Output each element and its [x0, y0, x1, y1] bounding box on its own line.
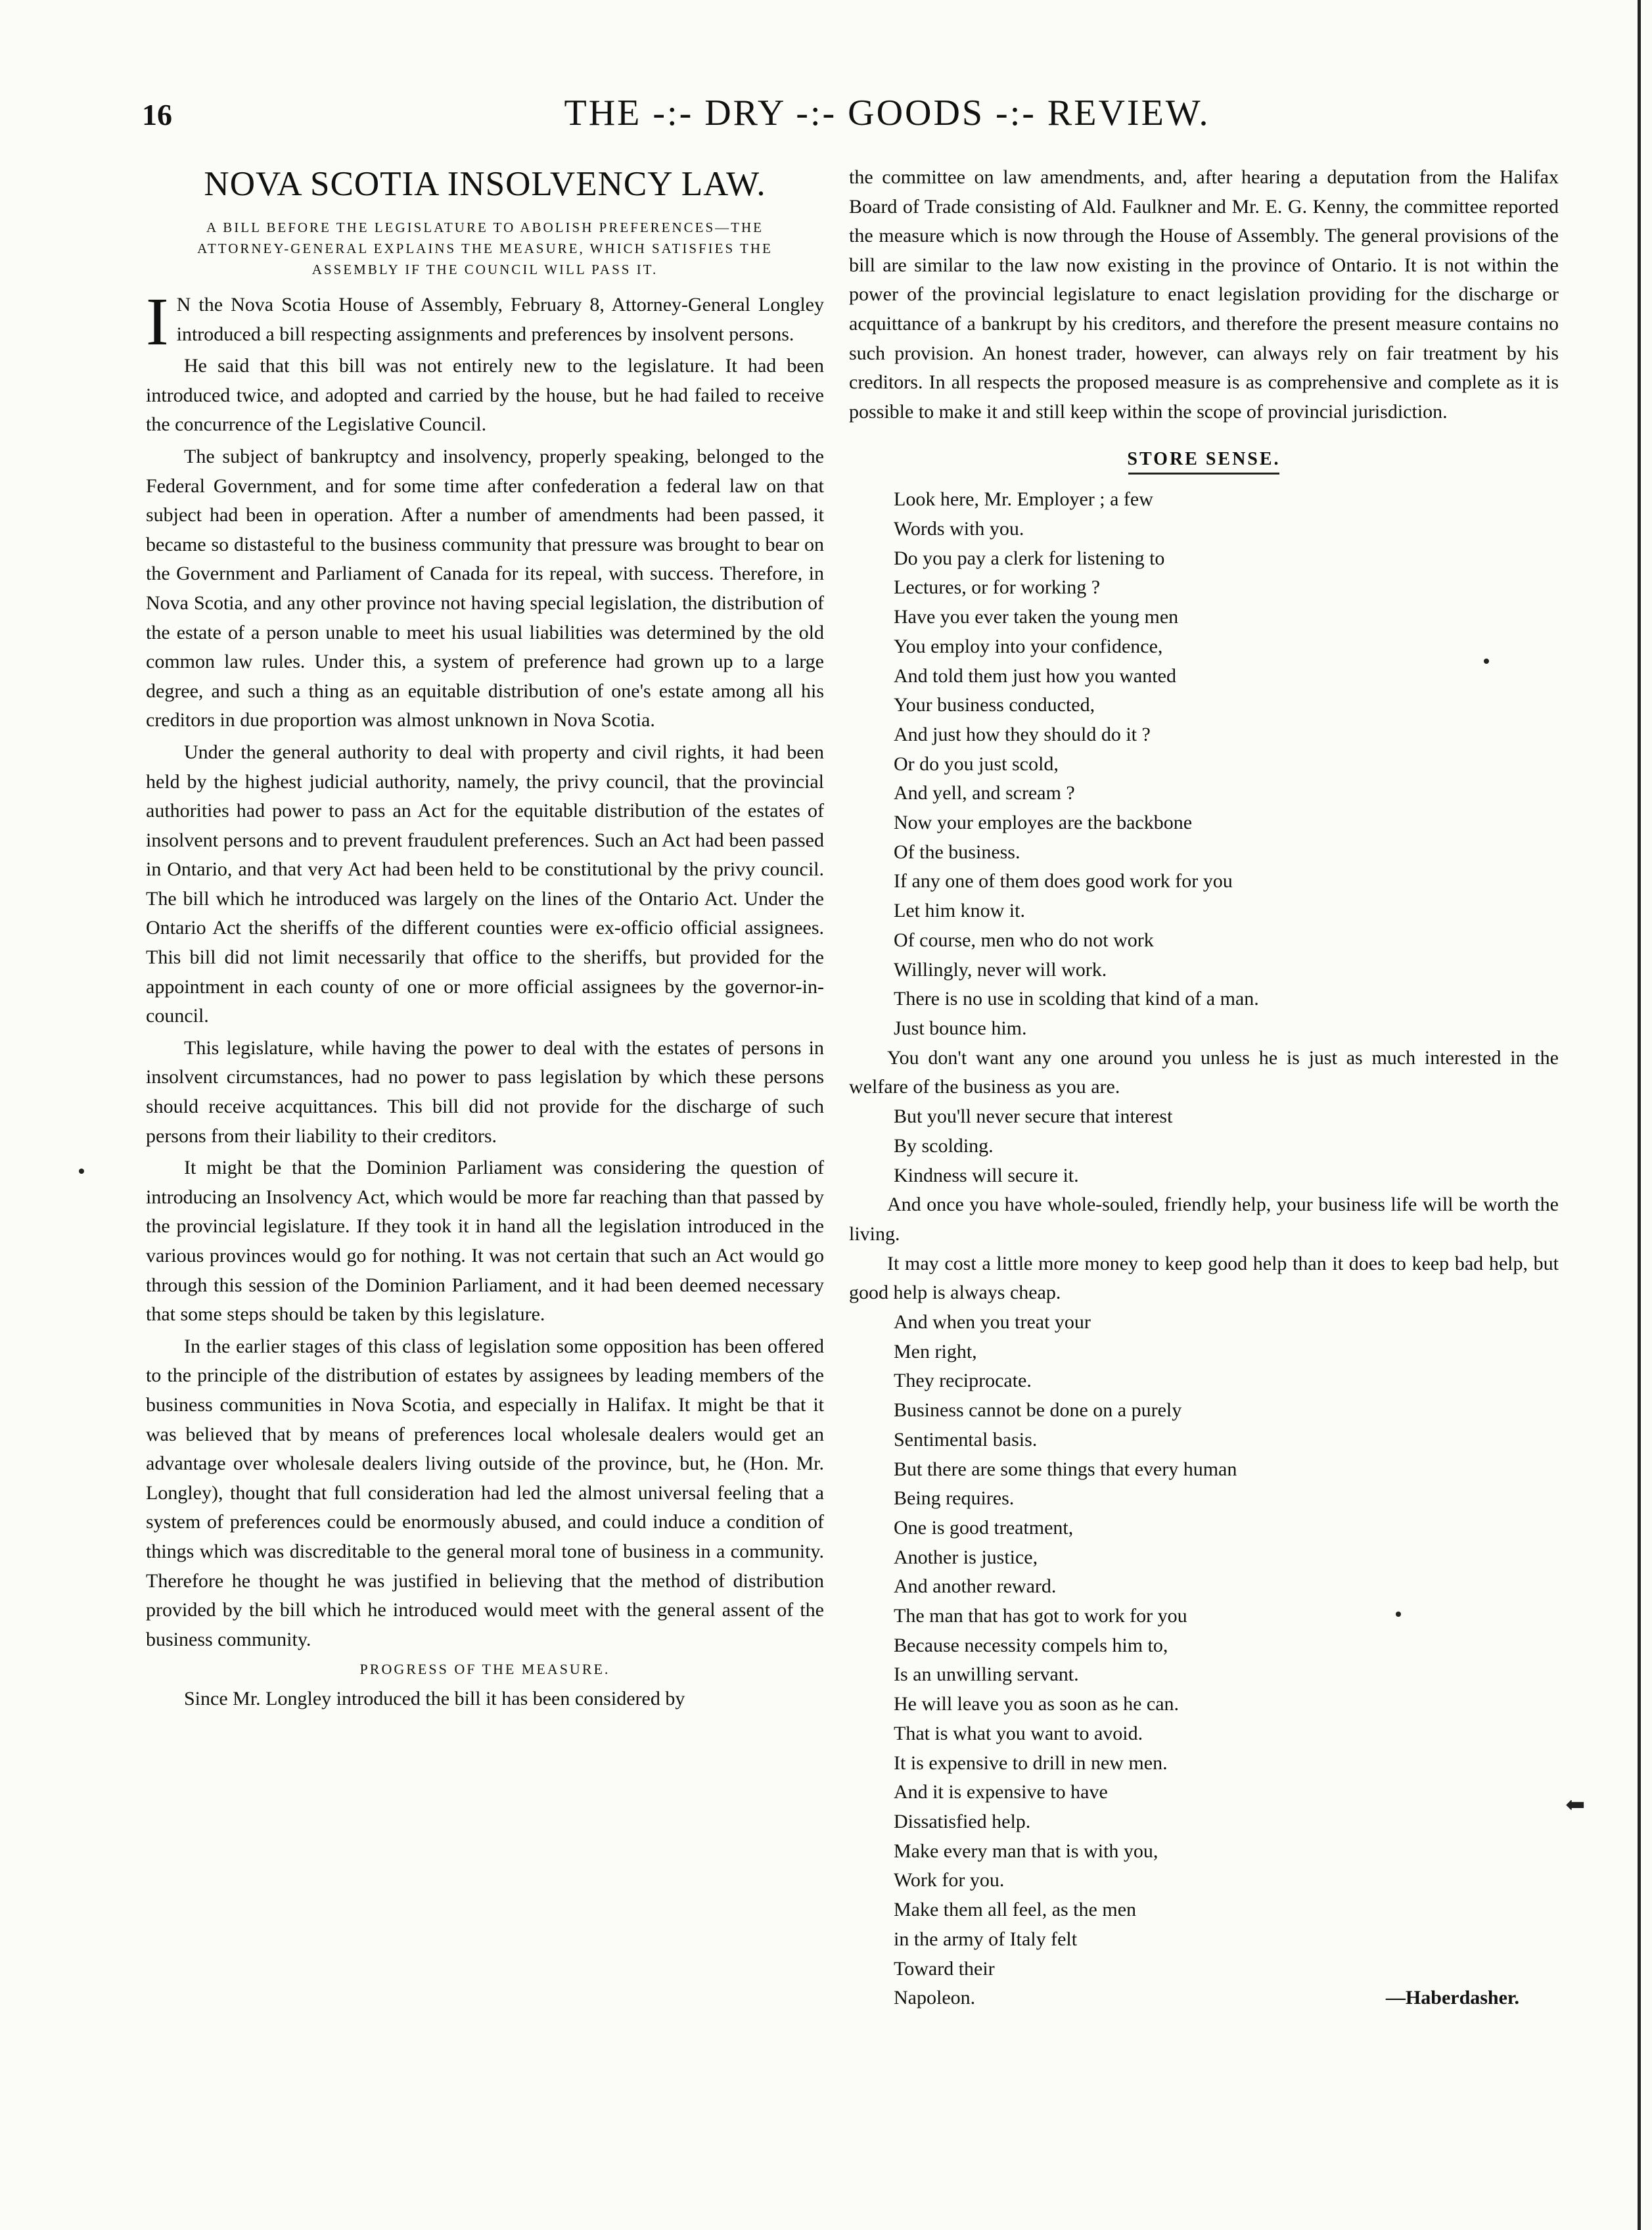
stray-dot-mark	[1396, 1612, 1401, 1617]
drop-cap: I	[146, 284, 169, 360]
poem-line: But there are some things that every human	[894, 1458, 1237, 1480]
poem-line: One is good treatment,	[894, 1516, 1074, 1539]
article-title: NOVA SCOTIA INSOLVENCY LAW.	[204, 165, 766, 203]
poem-line: Have you ever taken the young men	[894, 606, 1179, 628]
article-paragraph: It might be that the Dominion Parliament was considering the question of introducing an Insolvency Act, which would be more far reaching than that passed by the provincial legislature. If they took it in hand all the legislation introduced in the various provinces would go for nothing. It was not certain that such an Act would go through this session of the Dominion Parliament, and it had been deemed necessary that some steps should be taken by this legislature.	[146, 1157, 824, 1326]
poem-line: Another is justice,	[894, 1546, 1038, 1568]
poem-line: Kindness will secure it.	[894, 1164, 1079, 1186]
poem-line: Or do you just scold,	[894, 753, 1059, 775]
poem-line: Make them all feel, as the men	[894, 1899, 1137, 1921]
poem-line: Of the business.	[894, 841, 1021, 863]
poem-line: If any one of them does good work for you	[894, 870, 1233, 893]
poem-line: Business cannot be done on a purely	[894, 1399, 1182, 1422]
left-column	[146, 158, 824, 1717]
article-paragraph: The subject of bankruptcy and insolvency, properly speaking, belonged to the Federal Government, and for some time after confederation a federal law on that subject had been in operation. After a number of amendments had been passed, it became so distasteful to the business community that pressure was brought to bear on the Government and Parliament of Canada for its repeal, with success. Therefore, in Nova Scotia, and any other province not having special legislation, the distribution of the estate of a person unable to meet his usual liabilities was determined by the old common law rules. Under this, a system of preference had grown up to a large degree, and such a thing as an equitable distribution of one's estate among all his creditors in due proportion was almost unknown in Nova Scotia.	[146, 445, 824, 732]
poem-line: Work for you.	[894, 1869, 1005, 1892]
margin-arrow-icon: ⬅	[1565, 1792, 1586, 1818]
poem-line: Toward their	[894, 1957, 995, 1980]
poem-line: in the army of Italy felt	[894, 1928, 1078, 1950]
poem-line: Because necessity compels him to,	[894, 1634, 1168, 1656]
poem-line: Of course, men who do not work	[894, 929, 1154, 951]
poem-line: Words with you.	[894, 518, 1024, 540]
poem-line: Make every man that is with you,	[894, 1840, 1159, 1862]
section-heading-progress: PROGRESS OF THE MEASURE.	[359, 1661, 610, 1678]
poem-line: It is expensive to drill in new men.	[894, 1752, 1168, 1774]
poem-line: But you'll never secure that interest	[894, 1105, 1173, 1128]
poem-line: Men right,	[894, 1340, 977, 1362]
poem-line: He will leave you as soon as he can.	[894, 1693, 1180, 1715]
stray-dot-mark	[79, 1169, 84, 1174]
poem-line: Just bounce him.	[894, 1017, 1027, 1039]
masthead: THE -:- DRY -:- GOODS -:- REVIEW.	[564, 93, 1210, 133]
page-edge-line	[1638, 0, 1641, 2230]
poem-line: Willingly, never will work.	[894, 958, 1107, 981]
poem-line: Now your employes are the backbone	[894, 812, 1193, 834]
poem-line: You don't want any one around you unless he is just as much interested in the welfare of the business as you are.	[849, 1046, 1559, 1098]
poem-line: And it is expensive to have	[894, 1781, 1108, 1803]
article-subhead: A BILL BEFORE THE LEGISLATURE TO ABOLISH PREFERENCES—THE ATTORNEY-GENERAL EXPLAINS THE MEASURE, WHICH SATISFIES THE ASSEMBLY IF THE COUNCIL WILL PASS IT.	[197, 220, 773, 277]
article-continued-paragraph: the committee on law amendments, and, after hearing a deputation from the Halifax Board of Trade consisting of Ald. Faulkner and Mr. E. G. Kenny, the committee reported the measure which is now through the House of Assembly. The general provisions of the bill are similar to the law now existing in the province of Ontario. It is not within the power of the provincial legislature to enact legislation providing for the discharge or acquittance of a bankrupt by his creditors, and therefore the present measure contains no such provision. An honest trader, however, can always rely on fair treatment by his creditors. In all respects the proposed measure is as comprehensive and complete as it is possible to make it and still keep within the scope of provincial jurisdiction.	[849, 166, 1559, 423]
poem-line: And told them just how you wanted	[894, 664, 1176, 687]
poem-line: And once you have whole-souled, friendly help, your business life will be worth the living.	[849, 1194, 1559, 1245]
poem-line: Your business conducted,	[894, 694, 1095, 716]
poem-line: Dissatisfied help.	[894, 1810, 1031, 1832]
poem-line: By scolding.	[894, 1134, 994, 1157]
poem-line: That is what you want to avoid.	[894, 1722, 1143, 1744]
poem-line: There is no use in scolding that kind of a man.	[894, 988, 1259, 1010]
article-paragraph: Under the general authority to deal with property and civil rights, it had been held by the highest judicial authority, namely, the privy council, that the provincial authorities had power to pass an Act for the equitable distribution of the estates of insolvent persons and to prevent fraudulent preferences. Such an Act had been passed in Ontario, and that very Act had been held to be constitutional by the privy council. The bill which he introduced was largely on the lines of the Ontario Act. Under the Ontario Act the sheriffs of the different counties were ex-officio official assignees. This bill did not limit necessarily that office to the sheriffs, but provided for the appointment in each county of one or more official assignees by the governor-in-council.	[146, 741, 824, 1027]
right-column	[849, 163, 1559, 2013]
poem-signoff	[849, 1984, 1559, 2013]
article-paragraph: In the earlier stages of this class of legislation some opposition has been offered to the principle of the distribution of estates by assignees by leading members of the business communities in Nova Scotia, and especially in Halifax. It might be that it was believed that by means of preferences local wholesale dealers would get an advantage over wholesale dealers living outside of the province, but, he (Hon. Mr. Longley), thought that full consideration had led the almost universal feeling that a system of preferences could be enormously abused, and could induce a condition of things which was discreditable to the general moral tone of business in a community. Therefore he thought he was justified in believing that the method of distribution provided by the bill which he introduced would meet with the general assent of the business community.	[146, 1335, 824, 1650]
poem-line: And another reward.	[894, 1575, 1057, 1598]
poem-line: Let him know it.	[894, 900, 1025, 922]
article-paragraph: This legislature, while having the power to deal with the estates of persons in insolvent circumstances, had no power to pass legislation by which these persons should receive acquittances. This bill did not provide for the discharge of such persons from their liability to their creditors.	[146, 1036, 824, 1147]
article-paragraph: Since Mr. Longley introduced the bill it has been considered by	[184, 1688, 685, 1710]
title-underline	[1128, 473, 1279, 475]
poem-final-line: Napoleon.	[894, 1987, 976, 2009]
attribution: —Haberdasher.	[1385, 1987, 1519, 2009]
poem-line: They reciprocate.	[894, 1370, 1032, 1392]
poem-line: The man that has got to work for you	[894, 1605, 1187, 1627]
article-paragraph: He said that this bill was not entirely new to the legislature. It had been introduced twice, and adopted and carried by the house, but he had failed to receive the concurrence of the Legislative Council.	[146, 355, 824, 436]
poem-line: Is an unwilling servant.	[894, 1663, 1079, 1686]
poem-line: Lectures, or for working ?	[894, 576, 1101, 599]
store-sense-poem	[849, 485, 1559, 1984]
poem-line: You employ into your confidence,	[894, 635, 1163, 657]
article-paragraph: I N the Nova Scotia House of Assembly, February 8, Attorney-General Longley introduced a bill respecting assignments and preferences by insolvent persons.	[146, 284, 824, 360]
poem-line: Look here, Mr. Employer ; a few	[894, 488, 1153, 511]
poem-line: And when you treat your	[894, 1311, 1091, 1334]
poem-line: It may cost a little more money to keep good help than it does to keep bad help, but good help is always cheap.	[849, 1252, 1559, 1304]
poem-line: And just how they should do it ?	[894, 723, 1151, 745]
store-sense-title: STORE SENSE.	[1127, 449, 1281, 470]
poem-line: And yell, and scream ?	[894, 782, 1075, 804]
poem-line: Being requires.	[894, 1487, 1015, 1510]
poem-line: Do you pay a clerk for listening to	[894, 547, 1165, 569]
page-number: 16	[142, 98, 172, 131]
stray-dot-mark	[1484, 659, 1489, 664]
poem-line: Sentimental basis.	[894, 1428, 1038, 1451]
